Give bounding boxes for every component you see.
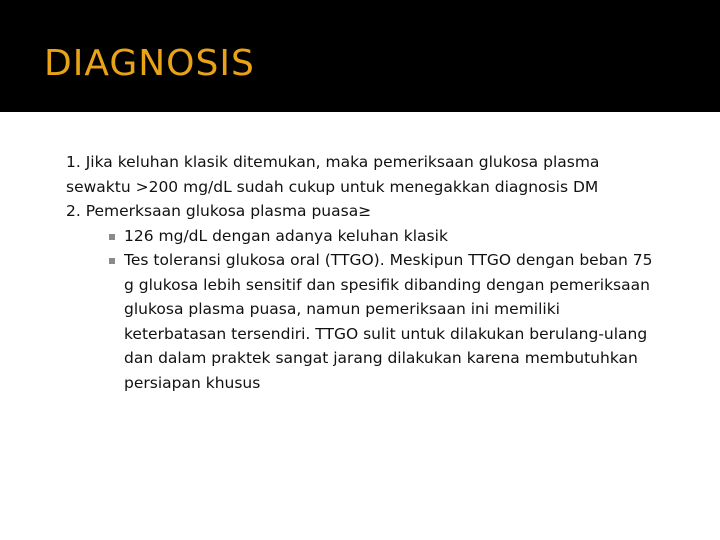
body-line-2: sewaktu >200 mg/dL sudah cukup untuk menegakkan diagnosis DM <box>66 177 599 196</box>
body-line-3: 2. Pemerksaan glukosa plasma puasa≥ <box>66 202 372 220</box>
square-bullet-icon <box>109 258 115 264</box>
bullet-text: Tes toleransi glukosa oral (TTGO). Meskipun TTGO dengan beban 75 g glukosa lebih sensitif dan spesifik dibanding dengan pemeriksaan glukosa plasma puasa, namun pemeriksaan ini memiliki keterbatasan tersendiri. TTGO sulit untuk dilakukan berulang-ulang dan dalam praktek sangat jarang dilakukan karena membutuhkan persiapan khusus <box>124 251 653 392</box>
bullet-list <box>66 224 666 396</box>
bullet-item <box>66 248 659 395</box>
bullet-item <box>66 224 659 249</box>
body-line-1: 1. Jika keluhan klasik ditemukan, maka pemeriksaan glukosa plasma <box>66 153 600 171</box>
slide-body <box>66 150 666 395</box>
bullet-text: 126 mg/dL dengan adanya keluhan klasik <box>124 226 448 245</box>
square-bullet-icon <box>109 234 115 240</box>
title-bar <box>0 0 720 112</box>
slide-title: DIAGNOSIS <box>44 43 255 84</box>
